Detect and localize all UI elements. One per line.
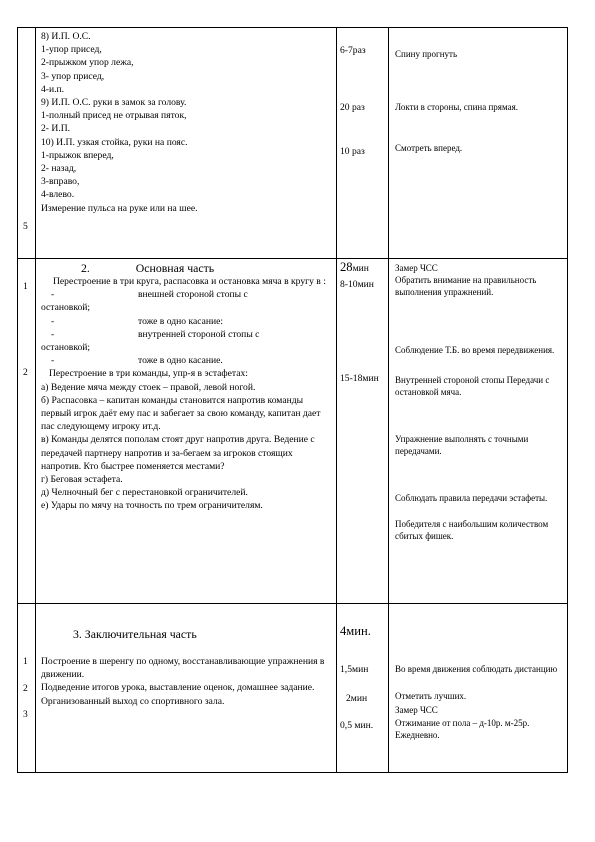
- method-note: Замер ЧСС: [395, 705, 438, 715]
- row-number: 2: [23, 367, 28, 378]
- dose-value: 0,5 мин.: [340, 720, 374, 731]
- row-number: 3: [23, 709, 28, 720]
- method-note: Смотреть вперед.: [395, 143, 463, 153]
- section-heading: 3. Заключительная часть: [73, 627, 197, 641]
- drill-item-continuation: остановкой;: [41, 341, 91, 353]
- method-note: Соблюдение Т.Б. во время передвижения.: [395, 345, 555, 355]
- drill-item: - тоже в одно касание.: [51, 355, 223, 367]
- relay-item: в) Команды делятся пополам стоят друг напротив друга. Ведение с передачей партнеру напротив и за-бегаем за игроков стоящих напротив. Кто быстрее поменяется местами?: [41, 434, 315, 472]
- dose-value: 2мин: [346, 693, 368, 704]
- method-note: Упражнение выполнять с точными передачами.: [395, 434, 529, 457]
- section-heading-number: 2.: [81, 261, 90, 275]
- dose-total: 28мин: [340, 260, 369, 274]
- exercise-line: 2-прыжком упор лежа,: [41, 57, 134, 69]
- method-note: Внутренней стороной стопы Передачи с остановкой мяча.: [395, 375, 550, 398]
- exercise-line: 9) И.П. О.С. руки в замок за голову.: [41, 97, 187, 109]
- warmup-content: [36, 28, 337, 259]
- main-content: [36, 259, 337, 604]
- main-dose-cell: [337, 259, 389, 604]
- final-line: Построение в шеренгу по одному, восстанавливающие упражнения в движении.: [41, 656, 325, 681]
- exercise-line: 3- упор присед,: [41, 70, 105, 82]
- exercise-line: 3-вправо,: [41, 176, 80, 188]
- relay-item: г) Беговая эстафета.: [41, 473, 123, 485]
- exercise-line: 4-влево.: [41, 189, 75, 201]
- final-line: Подведение итогов урока, выставление оценок, домашнее задание.: [41, 682, 315, 694]
- exercise-line: 1-прыжок вперед,: [41, 149, 114, 161]
- method-note: Обратить внимание на правильность выполнения упражнений.: [395, 275, 537, 298]
- dose-total: 4мин.: [340, 624, 371, 638]
- final-dose-cell: [337, 604, 389, 773]
- relay-item: а) Ведение мяча между стоек – правой, левой ногой.: [41, 381, 256, 393]
- main-number-cell: [18, 259, 36, 604]
- drill-item: - тоже в одно касание:: [51, 315, 224, 327]
- row-number: 5: [23, 221, 28, 232]
- final-notes-cell: [389, 604, 568, 773]
- final-part-row: [18, 604, 568, 773]
- section-heading: [41, 261, 333, 275]
- main-part-row: [18, 259, 568, 604]
- exercise-line: 2- И.П.: [41, 123, 71, 135]
- lesson-plan-table: [17, 27, 568, 773]
- relay-item: е) Удары по мячу на точность по трем ограничителям.: [41, 500, 263, 512]
- row-number: 2: [23, 683, 28, 694]
- exercise-line: 4-и.п.: [41, 83, 65, 95]
- intro-text: Перестроение в три круга, распасовка и остановка мяча в кругу в :: [53, 276, 326, 287]
- method-note: Соблюдать правила передачи эстафеты.: [395, 493, 548, 503]
- dose-value: 1,5мин: [340, 664, 369, 675]
- section-heading-title: Основная часть: [135, 261, 215, 275]
- final-number-cell: [18, 604, 36, 773]
- exercise-line: 1-полный присед не отрывая пяток,: [41, 110, 187, 122]
- relay-item: д) Челночный бег с перестановкой ограничителей.: [41, 487, 248, 499]
- drill-item: - внешней стороной стопы с: [51, 289, 248, 301]
- method-note: Отметить лучших.: [395, 691, 467, 701]
- relay-item: б) Распасовка – капитан команды становится напротив команды первый игрок даёт ему пас и забегает за свою команду, капитан дает пас следующему игроку ит.д.: [41, 394, 321, 433]
- exercise-line: 10) И.П. узкая стойка, руки на пояс.: [41, 136, 188, 148]
- warmup-notes-cell: [389, 28, 568, 259]
- method-note: Отжимание от пола – д-10р. м-25р. Ежедневно.: [395, 718, 530, 741]
- row-number: 1: [23, 656, 28, 667]
- dose-value: 6-7раз: [340, 45, 366, 56]
- dose-value: 8-10мин: [340, 279, 374, 290]
- dose-value: 10 раз: [340, 146, 365, 157]
- exercise-line: Измерение пульса на руке или на шее.: [41, 202, 198, 214]
- method-note: Спину прогнуть: [395, 49, 458, 59]
- final-content: [36, 604, 337, 773]
- drill-item-continuation: остановкой;: [41, 302, 91, 314]
- drill-item: - внутренней стороной стопы с: [51, 328, 260, 340]
- final-line: Организованный выход со спортивного зала.: [41, 695, 225, 707]
- dose-value: 15-18мин: [340, 373, 379, 384]
- exercise-line: 1-упор присед,: [41, 44, 102, 56]
- method-note: Во время движения соблюдать дистанцию: [395, 664, 558, 674]
- main-notes-cell: [389, 259, 568, 604]
- warmup-number-cell: [18, 28, 36, 259]
- warmup-dose-cell: [337, 28, 389, 259]
- method-note: Локти в стороны, спина прямая.: [395, 102, 518, 112]
- exercise-line: 8) И.П. О.С.: [41, 31, 91, 42]
- method-note: Победителя с наибольшим количеством сбитых фишек.: [395, 519, 549, 542]
- dose-value: 20 раз: [340, 102, 365, 113]
- exercise-line: 2- назад,: [41, 163, 77, 175]
- relay-intro: Перестроение в три команды, упр-я в эстафетах:: [49, 368, 248, 380]
- method-note: Замер ЧСС: [395, 263, 438, 273]
- row-number: 1: [23, 281, 28, 292]
- warmup-row: [18, 28, 568, 259]
